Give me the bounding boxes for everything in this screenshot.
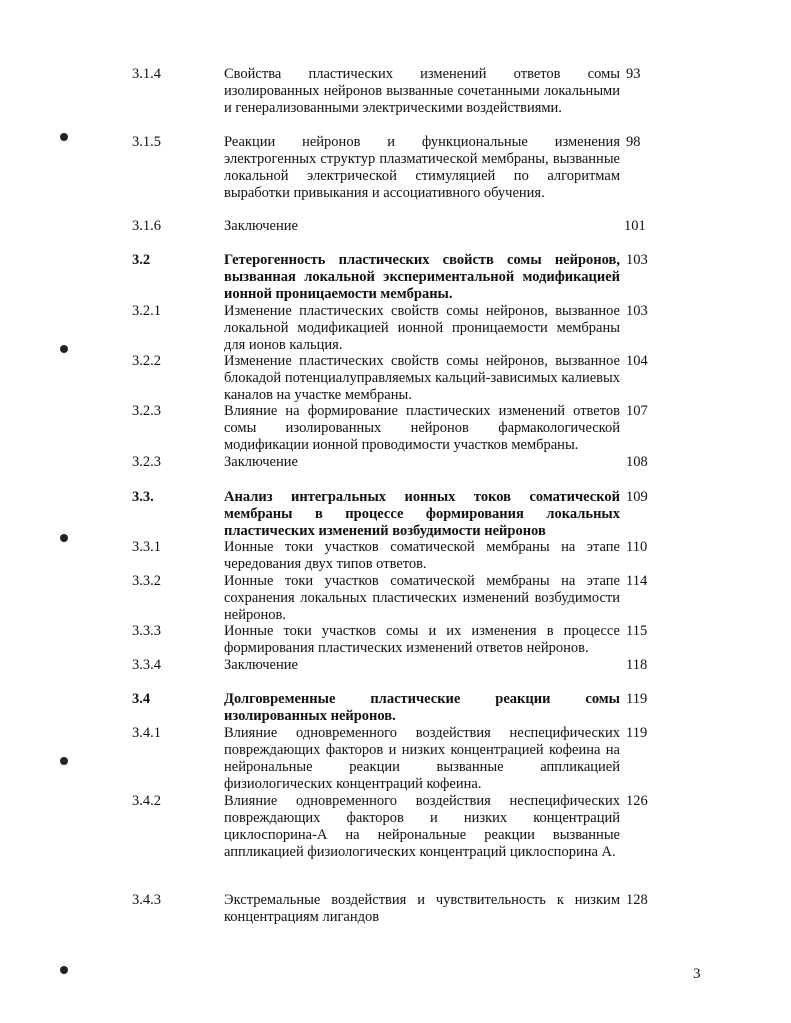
toc-entry-title: Экстремальные воздействия и чувствительность к низким концентрациям лигандов [224, 892, 620, 925]
toc-entry-number: 3.3.4 [132, 657, 161, 673]
toc-entry-page: 115 [626, 623, 648, 639]
toc-entry-page: 126 [626, 793, 648, 809]
binder-hole-mark [60, 757, 68, 765]
toc-entry-page: 103 [626, 303, 648, 319]
toc-entry-page: 108 [626, 454, 648, 470]
toc-entry-title: Изменение пластических свойств сомы нейронов, вызванное блокадой потенциалуправляемых кальций-зависимых калиевых каналов на участке мембраны. [224, 353, 620, 403]
toc-entry-title: Заключение [224, 218, 298, 234]
toc-entry-page: 109 [626, 489, 648, 505]
toc-entry-number: 3.3.2 [132, 573, 161, 589]
toc-entry-number: 3.3.3 [132, 623, 161, 639]
toc-entry-number: 3.1.6 [132, 218, 161, 234]
toc-entry-page: 128 [626, 892, 648, 908]
toc-entry-page: 107 [626, 403, 648, 419]
toc-entry-page: 119 [626, 691, 648, 707]
toc-entry-title: Ионные токи участков сомы и их изменения в процессе формирования пластических изменений ответов нейронов. [224, 623, 620, 656]
toc-entry-number: 3.2.3 [132, 403, 161, 419]
page-number: 3 [693, 966, 701, 982]
toc-section-title: Анализ интегральных ионных токов соматической мембраны в процессе формирования локальных пластических изменений возбудимости нейронов [224, 489, 620, 539]
toc-entry-number: 3.2.1 [132, 303, 161, 319]
toc-entry-page: 110 [626, 539, 648, 555]
toc-entry-number: 3.3.1 [132, 539, 161, 555]
toc-entry-page: 104 [626, 353, 648, 369]
binder-hole-mark [60, 345, 68, 353]
toc-section-title: Долговременные пластические реакции сомы изолированных нейронов. [224, 691, 620, 724]
toc-entry-title: Влияние одновременного воздействия неспецифических повреждающих факторов и низких концентрацией кофеина на нейрональные реакции вызванные аппликацией физиологических концентраций кофеина. [224, 725, 620, 792]
toc-entry-number: 3.4.2 [132, 793, 161, 809]
toc-entry-page: 119 [626, 725, 648, 741]
toc-entry-title: Ионные токи участков соматической мембраны на этапе чередования двух типов ответов. [224, 539, 620, 572]
binder-hole-mark [60, 133, 68, 141]
binder-hole-mark [60, 534, 68, 542]
toc-section-title: Гетерогенность пластических свойств сомы нейронов, вызванная локальной экспериментальной модификацией ионной проницаемости мембраны. [224, 252, 620, 302]
toc-entry-page: 118 [626, 657, 648, 673]
toc-entry-title: Изменение пластических свойств сомы нейронов, вызванное локальной модификацией ионной проницаемости мембраны для ионов кальция. [224, 303, 620, 353]
toc-entry-page: 103 [626, 252, 648, 268]
toc-entry-number: 3.4.3 [132, 892, 161, 908]
toc-section-number: 3.4 [132, 691, 151, 707]
toc-entry-number: 3.1.5 [132, 134, 161, 150]
toc-entry-number: 3.1.4 [132, 66, 161, 82]
toc-entry-title: Свойства пластических изменений ответов сомы изолированных нейронов вызванные сочетанными локальными и генерализованными электрическими воздействиями. [224, 66, 620, 116]
toc-entry-title: Влияние на формирование пластических изменений ответов сомы изолированных нейронов фармакологической модификации ионной проводимости участков мембраны. [224, 403, 620, 453]
toc-entry-number: 3.4.1 [132, 725, 161, 741]
toc-entry-page: 114 [626, 573, 648, 589]
toc-entry-page: 93 [626, 66, 641, 82]
toc-section-number: 3.2 [132, 252, 151, 268]
binder-hole-mark [60, 966, 68, 974]
toc-entry-title: Заключение [224, 657, 298, 673]
toc-entry-title: Влияние одновременного воздействия неспецифических повреждающих факторов и низких концентраций циклоспорина-А на нейрональные реакции вызванные аппликацией физиологических концентраций циклоспорина А. [224, 793, 620, 860]
toc-entry-number: 3.2.3 [132, 454, 161, 470]
toc-entry-title: Реакции нейронов и функциональные изменения электрогенных структур плазматической мембраны, вызванные локальной электрической стимуляцией по алгоритмам выработки привыкания и ассоциативного обучения. [224, 134, 620, 201]
toc-entry-title: Заключение [224, 454, 298, 470]
toc-section-number: 3.3. [132, 489, 154, 505]
toc-entry-number: 3.2.2 [132, 353, 161, 369]
toc-entry-title: Ионные токи участков соматической мембраны на этапе сохранения локальных пластических изменений возбудимости нейронов. [224, 573, 620, 623]
toc-entry-page: 101 [624, 218, 646, 234]
toc-entry-page: 98 [626, 134, 641, 150]
